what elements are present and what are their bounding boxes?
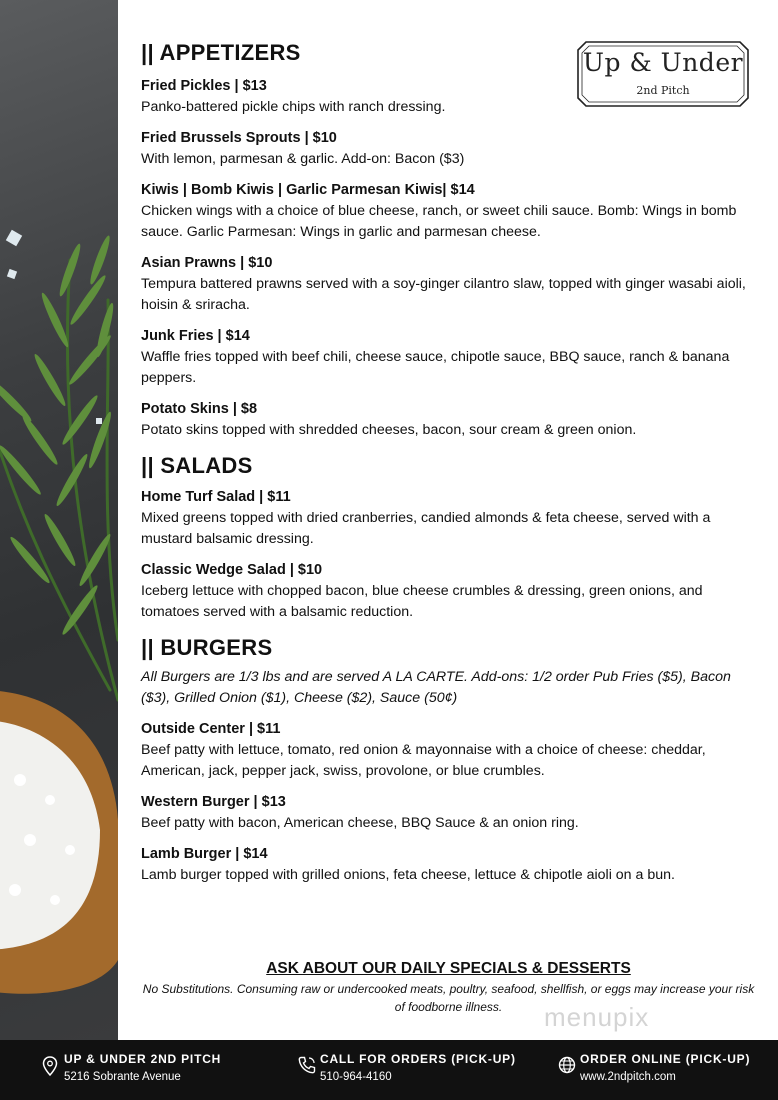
menu-item bbox=[141, 560, 756, 623]
menu-item bbox=[141, 792, 756, 834]
item-name: Lamb Burger | $14 bbox=[141, 846, 268, 862]
footer-phone-number: 510-964-4160 bbox=[320, 1071, 392, 1083]
burger-note: All Burgers are 1/3 lbs and are served A LA CARTE. Add-ons: 1/2 order Pub Fries ($5), Bacon ($3), Grilled Onion ($1), Cheese ($2), Sauce (50¢) bbox=[141, 669, 731, 706]
rosemary-salt-illustration bbox=[0, 0, 118, 1040]
item-name: Fried Brussels Sprouts | $10 bbox=[141, 130, 337, 146]
item-name: Potato Skins | $8 bbox=[141, 401, 258, 417]
menu-item bbox=[141, 76, 756, 118]
item-name: Kiwis | Bomb Kiwis | Garlic Parmesan Kiwis| $14 bbox=[141, 182, 475, 198]
section-burgers bbox=[141, 633, 756, 886]
footer-bar bbox=[0, 1040, 778, 1100]
globe-icon bbox=[558, 1056, 576, 1074]
item-name: Outside Center | $11 bbox=[141, 721, 281, 737]
item-description: Beef patty with bacon, American cheese, BBQ Sauce & an onion ring. bbox=[141, 815, 579, 831]
item-description: Potato skins topped with shredded cheeses, bacon, sour cream & green onion. bbox=[141, 422, 637, 438]
section-heading: || SALADS bbox=[141, 453, 253, 478]
phone-icon bbox=[298, 1056, 316, 1074]
footer-address: 5216 Sobrante Avenue bbox=[64, 1071, 181, 1083]
item-description: Lamb burger topped with grilled onions, feta cheese, lettuce & chipotle aioli on a bun. bbox=[141, 867, 675, 883]
logo-title: Up & Under bbox=[582, 48, 744, 77]
item-name: Fried Pickles | $13 bbox=[141, 78, 267, 94]
footer-website: www.2ndpitch.com bbox=[580, 1071, 676, 1083]
decorative-side-image bbox=[0, 0, 118, 1040]
footer-location-title: UP & UNDER 2ND PITCH bbox=[64, 1052, 222, 1066]
item-description: Chicken wings with a choice of blue cheese, ranch, or sweet chili sauce. Bomb: Wings in bomb sauce. Garlic Parmesan: Wings in garlic and parmesan cheese. bbox=[141, 203, 737, 240]
item-name: Asian Prawns | $10 bbox=[141, 255, 273, 271]
watermark: menupix bbox=[544, 1002, 650, 1032]
item-description: Iceberg lettuce with chopped bacon, blue cheese crumbles & dressing, green onions, and tomatoes served with a balsamic reduction. bbox=[141, 583, 703, 620]
item-description: Panko-battered pickle chips with ranch dressing. bbox=[141, 99, 446, 115]
location-pin-icon bbox=[42, 1056, 58, 1076]
menu-item bbox=[141, 844, 756, 886]
section-appetizers bbox=[141, 38, 756, 441]
menu-item bbox=[141, 180, 756, 243]
specials-block bbox=[141, 958, 756, 1016]
item-description: Tempura battered prawns served with a soy-ginger cilantro slaw, topped with ginger wasabi aioli, hoisin & sriracha. bbox=[141, 276, 746, 313]
footer-phone-title: CALL FOR ORDERS (PICK-UP) bbox=[320, 1052, 516, 1066]
menu-item bbox=[141, 326, 756, 389]
menu-item bbox=[141, 719, 756, 782]
menu-item bbox=[141, 487, 756, 550]
item-name: Classic Wedge Salad | $10 bbox=[141, 562, 323, 578]
item-description: With lemon, parmesan & garlic. Add-on: Bacon ($3) bbox=[141, 151, 465, 167]
section-heading: || APPETIZERS bbox=[141, 40, 301, 65]
menu-item bbox=[141, 399, 756, 441]
specials-title: ASK ABOUT OUR DAILY SPECIALS & DESSERTS bbox=[266, 960, 631, 977]
item-description: Beef patty with lettuce, tomato, red onion & mayonnaise with a choice of cheese: cheddar, American, jack, pepper jack, swiss, provolone, or blue crumbles. bbox=[141, 742, 706, 779]
section-heading: || BURGERS bbox=[141, 635, 273, 660]
food-safety-disclaimer: No Substitutions. Consuming raw or undercooked meats, poultry, seafood, shellfish, or eggs may increase your risk of foodborne illness. bbox=[142, 982, 755, 1014]
menu-item bbox=[141, 128, 756, 170]
item-name: Western Burger | $13 bbox=[141, 794, 286, 810]
logo-subtitle: 2nd Pitch bbox=[636, 84, 690, 97]
item-name: Junk Fries | $14 bbox=[141, 328, 250, 344]
menu-content bbox=[141, 38, 756, 886]
item-name: Home Turf Salad | $11 bbox=[141, 489, 291, 505]
menu-item bbox=[141, 253, 756, 316]
section-salads bbox=[141, 451, 756, 623]
footer-online-title: ORDER ONLINE (PICK-UP) bbox=[580, 1052, 751, 1066]
item-description: Waffle fries topped with beef chili, cheese sauce, chipotle sauce, BBQ sauce, ranch & banana peppers. bbox=[141, 349, 730, 386]
item-description: Mixed greens topped with dried cranberries, candied almonds & feta cheese, served with a mustard balsamic dressing. bbox=[141, 510, 711, 547]
